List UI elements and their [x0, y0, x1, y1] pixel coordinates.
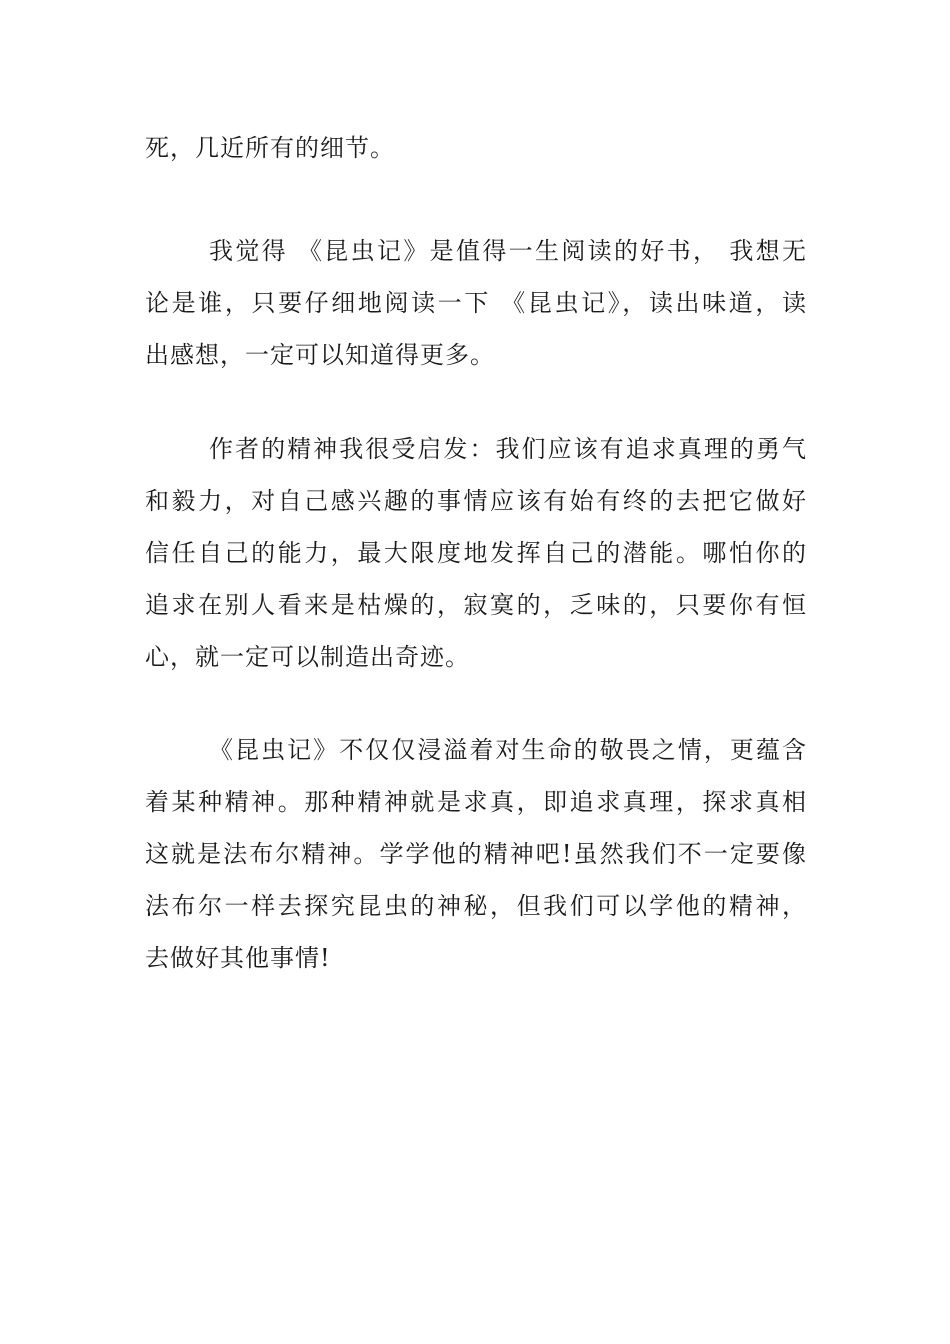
paragraph-fabre-spirit: [145, 724, 807, 984]
text-line: 论是谁，只要仔细地阅读一下 《昆虫记》，读出味道，读: [145, 289, 807, 317]
text-line: 追求在别人看来是枯燥的，寂寞的，乏味的，只要你有恒: [145, 591, 807, 619]
paragraph-author-spirit: [145, 423, 807, 683]
text-line: 这就是法布尔精神。学学他的精神吧!虽然我们不一定要像: [145, 840, 807, 868]
text-line: 去做好其他事情!: [145, 944, 331, 972]
text-line: 作者的精神我很受启发：我们应该有追求真理的勇气: [209, 435, 807, 463]
text-line: 心，就一定可以制造出奇迹。: [145, 643, 470, 671]
text-line: 和毅力，对自己感兴趣的事情应该有始有终的去把它做好: [145, 487, 807, 515]
paragraph-recommendation: [145, 225, 807, 381]
text-line: 信任自己的能力，最大限度地发挥自己的潜能。哪怕你的: [145, 539, 807, 567]
text-line: 法布尔一样去探究昆虫的神秘，但我们可以学他的精神，: [145, 892, 807, 920]
paragraph-continuation: [145, 122, 807, 174]
text-line: 死，几近所有的细节。: [145, 134, 395, 162]
text-line: 我觉得 《昆虫记》是值得一生阅读的好书， 我想无: [209, 237, 807, 265]
text-line: 出感想，一定可以知道得更多。: [145, 341, 495, 369]
text-line: 着某种精神。那种精神就是求真，即追求真理，探求真相: [145, 788, 807, 816]
text-line: 《昆虫记》不仅仅浸溢着对生命的敬畏之情，更蕴含: [209, 736, 807, 764]
